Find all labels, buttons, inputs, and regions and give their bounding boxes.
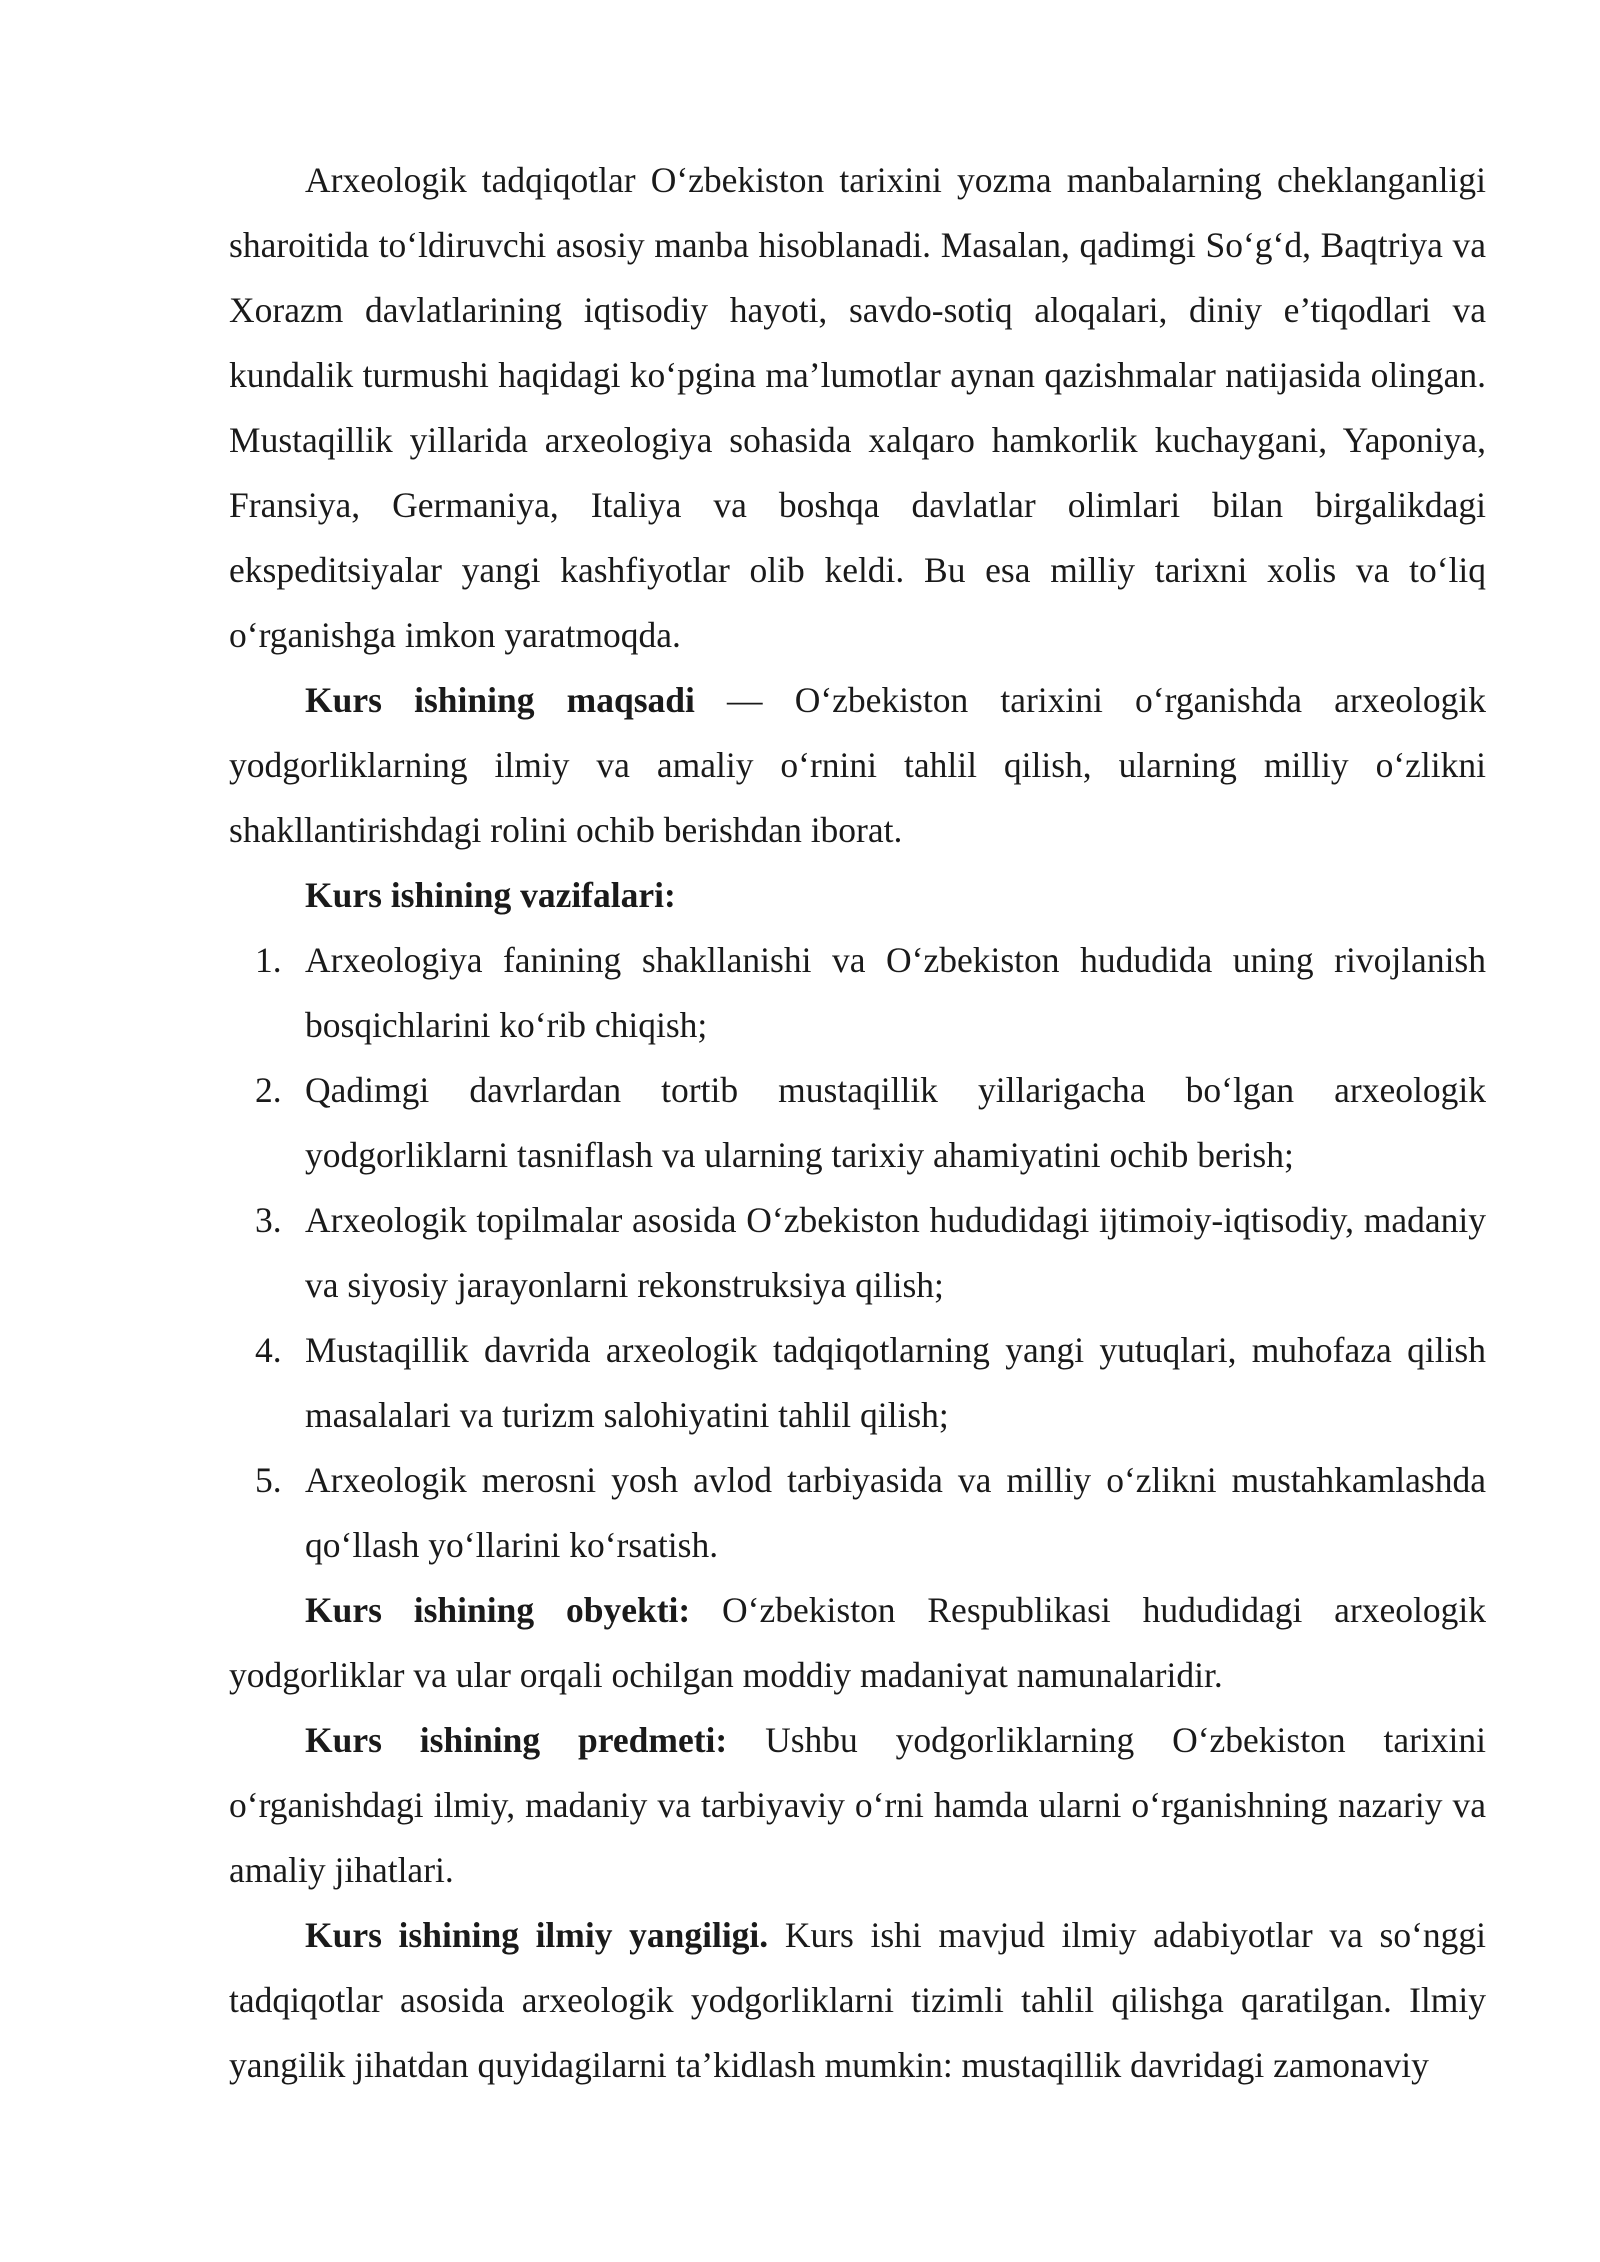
object-text: O‘zbekiston Respublikasi hududidagi arxeologik yodgorliklar va ular orqali ochilgan moddiy madaniyat namunalaridir. [229, 1590, 1486, 1695]
list-item-number: 3. [255, 1200, 282, 1240]
list-item-number: 5. [255, 1460, 282, 1500]
subject-label: Kurs ishining predmeti: [305, 1720, 728, 1760]
list-item-number: 1. [255, 940, 282, 980]
list-item-text: Arxeologiya fanining shakllanishi va O‘zbekiston hududida uning rivojlanish bosqichlarini ko‘rib chiqish; [305, 940, 1486, 1045]
goal-text: — O‘zbekiston tarixini o‘rganishda arxeologik yodgorliklarning ilmiy va amaliy o‘rnini tahlil qilish, ularning milliy o‘zlikni shakllantirishdagi rolini ochib berishdan iborat. [229, 680, 1486, 850]
tasks-heading-label: Kurs ishining vazifalari: [305, 875, 676, 915]
goal-paragraph [229, 668, 1486, 863]
subject-text: Ushbu yodgorliklarning O‘zbekiston tarixini o‘rganishdagi ilmiy, madaniy va tarbiyaviy o‘rni hamda ularni o‘rganishning nazariy va amaliy jihatlari. [229, 1720, 1486, 1890]
list-item-text: Mustaqillik davrida arxeologik tadqiqotlarning yangi yutuqlari, muhofaza qilish masalalari va turizm salohiyatini tahlil qilish; [305, 1330, 1486, 1435]
novelty-paragraph [229, 1903, 1486, 2098]
list-item [229, 1318, 1486, 1448]
list-item [229, 928, 1486, 1058]
list-item [229, 1058, 1486, 1188]
subject-paragraph [229, 1708, 1486, 1903]
list-item-number: 2. [255, 1070, 282, 1110]
object-label: Kurs ishining obyekti: [305, 1590, 691, 1630]
goal-label: Kurs ishining maqsadi [305, 680, 695, 720]
novelty-label: Kurs ishining ilmiy yangiligi. [305, 1915, 769, 1955]
novelty-text: Kurs ishi mavjud ilmiy adabiyotlar va so‘nggi tadqiqotlar asosida arxeologik yodgorliklarni tizimli tahlil qilishga qaratilgan. Ilmiy yangilik jihatdan quyidagilarni ta’kidlash mumkin: mustaqillik davridagi zamonaviy [229, 1915, 1487, 2085]
document-page [229, 148, 1486, 2098]
tasks-heading [229, 863, 1486, 928]
tasks-list [229, 928, 1486, 1578]
list-item-number: 4. [255, 1330, 282, 1370]
list-item [229, 1448, 1486, 1578]
list-item-text: Arxeologik topilmalar asosida O‘zbekiston hududidagi ijtimoiy-iqtisodiy, madaniy va siyosiy jarayonlarni rekonstruksiya qilish; [305, 1200, 1486, 1305]
list-item-text: Qadimgi davrlardan tortib mustaqillik yillarigacha bo‘lgan arxeologik yodgorliklarni tasniflash va ularning tarixiy ahamiyatini ochib berish; [305, 1070, 1486, 1175]
object-paragraph [229, 1578, 1486, 1708]
list-item [229, 1188, 1486, 1318]
intro-paragraph: Arxeologik tadqiqotlar O‘zbekiston tarixini yozma manbalarning cheklanganligi sharoitida to‘ldiruvchi asosiy manba hisoblanadi. Masalan, qadimgi So‘g‘d, Baqtriya va Xorazm davlatlarining iqtisodiy hayoti, savdo-sotiq aloqalari, diniy e’tiqodlari va kundalik turmushi haqidagi ko‘pgina ma’lumotlar aynan qazishmalar natijasida olingan. Mustaqillik yillarida arxeologiya sohasida xalqaro hamkorlik kuchaygani, Yaponiya, Fransiya, Germaniya, Italiya va boshqa davlatlar olimlari bilan birgalikdagi ekspeditsiyalar yangi kashfiyotlar olib keldi. Bu esa milliy tarixni xolis va to‘liq o‘rganishga imkon yaratmoqda. [229, 160, 1486, 655]
list-item-text: Arxeologik merosni yosh avlod tarbiyasida va milliy o‘zlikni mustahkamlashda qo‘llash yo‘llarini ko‘rsatish. [305, 1460, 1486, 1565]
